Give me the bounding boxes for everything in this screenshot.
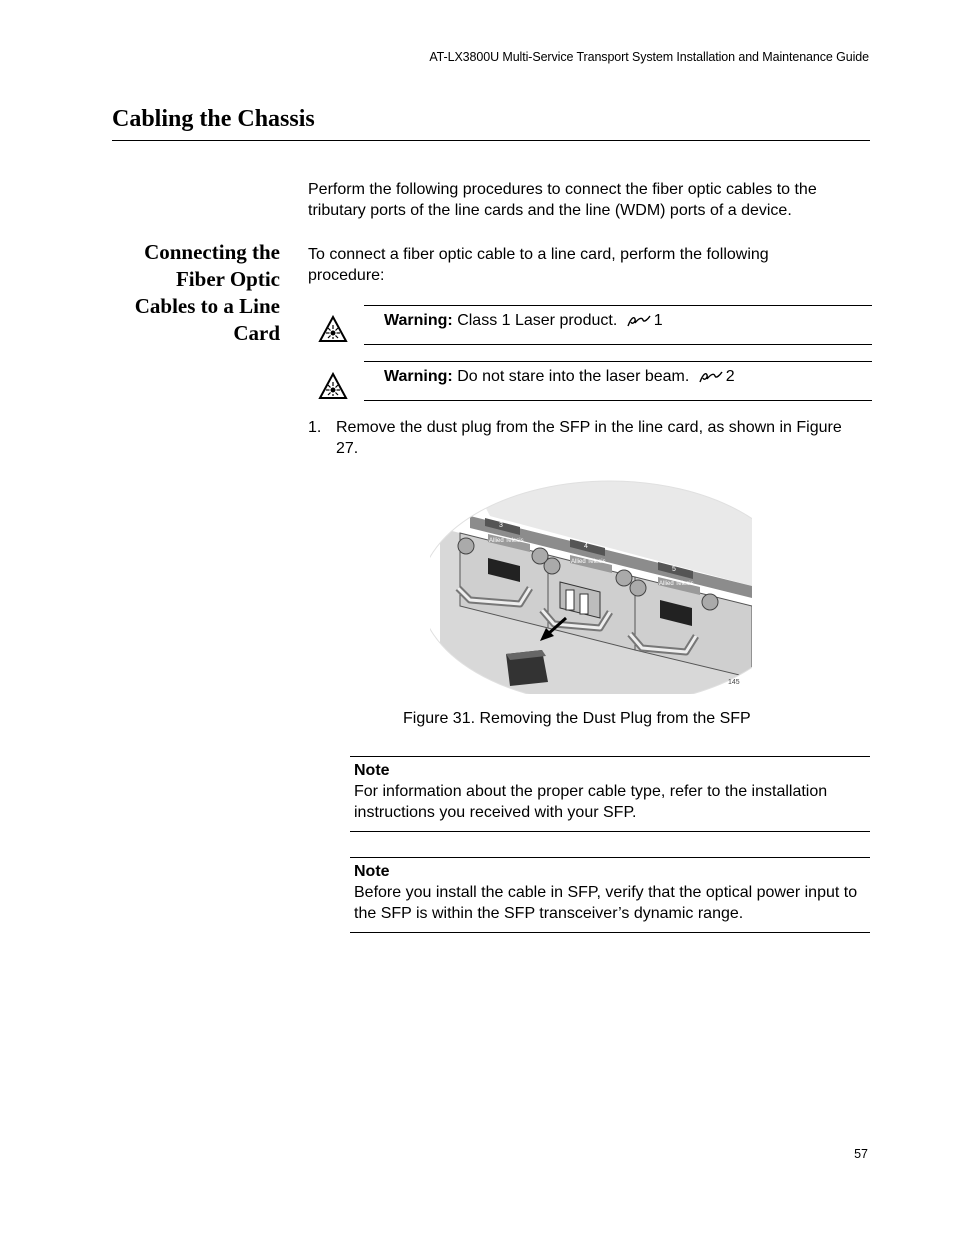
note-label: Note [354,863,390,880]
step-number: 1. [308,419,322,436]
warning-ref-number: 2 [725,368,735,385]
warning-label: Warning: [384,312,453,329]
warning-ref-number: 1 [653,312,663,329]
brand-label: Allied Telesis [571,559,606,565]
laser-warning-icon [318,315,348,343]
subsection-heading-line: Card [233,321,280,345]
note-text: For information about the proper cable type, refer to the installation instructions you received with your SFP. [354,783,828,821]
figure-caption: Figure 31. Removing the Dust Plug from the SFP [403,710,751,727]
note-box [350,756,870,832]
subsection-heading-line: Fiber Optic [175,267,280,291]
figure-art-number: 145 [728,679,740,686]
warning-text: Do not stare into the laser beam. [457,368,690,385]
dust-plug-removal-illustration [430,478,752,694]
running-header: AT-LX3800U Multi-Service Transport System Installation and Maintenance Guide [429,50,869,64]
subsection-heading-line: Cables to a Line [134,294,280,318]
translation-reference-icon [698,370,724,384]
slot-label: 3 [499,522,503,529]
brand-label: Allied Telesis [659,581,694,587]
note-box [350,857,870,933]
section-intro: Perform the following procedures to connect the fiber optic cables to the tributary ports of the line cards and the line (WDM) ports of a device. [308,181,817,219]
note-text: Before you install the cable in SFP, verify that the optical power input to the SFP is within the SFP transceiver’s dynamic range. [354,884,858,922]
page-number: 57 [854,1147,868,1161]
subsection-heading [112,239,280,347]
section-title: Cabling the Chassis [112,106,315,132]
laser-warning-icon [318,372,348,400]
step-text: Remove the dust plug from the SFP in the line card, as shown in Figure 27. [336,419,842,457]
subsection-heading-line: Connecting the [144,240,280,264]
brand-label: Allied Telesis [489,538,524,544]
slot-label: 4 [584,543,588,550]
translation-reference-icon [626,314,652,328]
warning-text: Class 1 Laser product. [457,312,618,329]
warning-box [364,305,872,345]
note-label: Note [354,762,390,779]
procedure-intro: To connect a fiber optic cable to a line card, perform the following procedure: [308,246,769,284]
warning-box [364,361,872,401]
title-rule [112,140,870,141]
warning-label: Warning: [384,368,453,385]
slot-label: 5 [672,566,676,573]
